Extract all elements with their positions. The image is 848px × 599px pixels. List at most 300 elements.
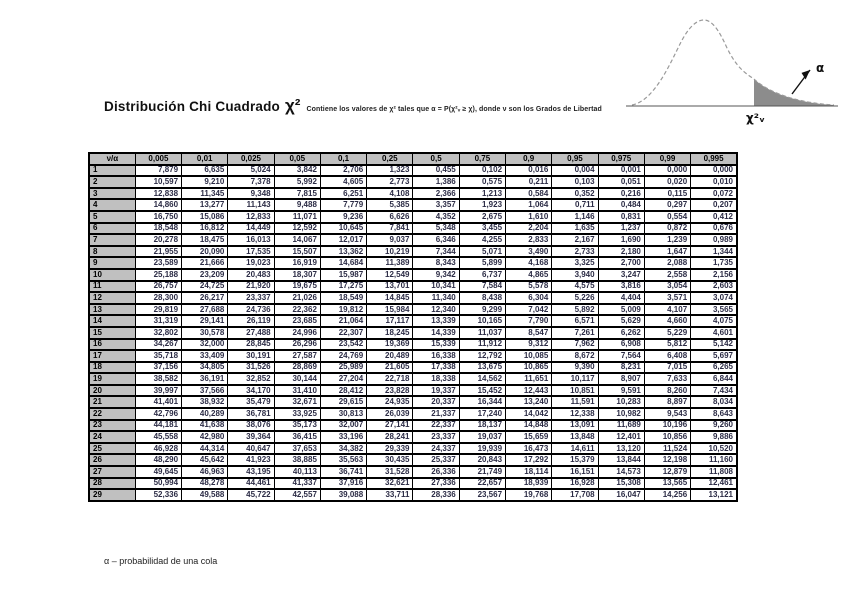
value-cell: 4,255	[459, 234, 505, 246]
value-cell: 16,013	[228, 234, 274, 246]
value-cell: 22,337	[413, 420, 459, 432]
value-cell: 12,792	[459, 350, 505, 362]
value-cell: 10,597	[135, 176, 181, 188]
value-cell: 30,813	[320, 408, 366, 420]
value-cell: 3,940	[552, 269, 598, 281]
df-row-header: 22	[89, 408, 135, 420]
value-cell: 38,582	[135, 373, 181, 385]
value-cell: 1,690	[598, 234, 644, 246]
value-cell: 2,204	[506, 223, 552, 235]
value-cell: 15,379	[552, 454, 598, 466]
value-cell: 12,443	[506, 385, 552, 397]
value-cell: 10,085	[506, 350, 552, 362]
value-cell: 0,001	[598, 165, 644, 177]
value-cell: 45,558	[135, 431, 181, 443]
value-cell: 3,054	[644, 281, 690, 293]
value-cell: 23,589	[135, 257, 181, 269]
value-cell: 24,935	[367, 396, 413, 408]
value-cell: 34,805	[182, 362, 228, 374]
value-cell: 41,337	[274, 478, 320, 490]
table-row	[89, 281, 737, 293]
value-cell: 5,899	[459, 257, 505, 269]
value-cell: 23,685	[274, 315, 320, 327]
col-header: 0,025	[228, 153, 274, 165]
value-cell: 46,928	[135, 443, 181, 455]
value-cell: 5,892	[552, 304, 598, 316]
table-row	[89, 420, 737, 432]
value-cell: 37,916	[320, 478, 366, 490]
value-cell: 9,342	[413, 269, 459, 281]
col-header: 0,25	[367, 153, 413, 165]
value-cell: 29,141	[182, 315, 228, 327]
value-cell: 4,107	[644, 304, 690, 316]
value-cell: 26,119	[228, 315, 274, 327]
value-cell: 4,168	[506, 257, 552, 269]
value-cell: 2,733	[552, 246, 598, 258]
value-cell: 17,708	[552, 489, 598, 501]
value-cell: 23,337	[413, 431, 459, 443]
value-cell: 15,452	[459, 385, 505, 397]
value-cell: 4,865	[506, 269, 552, 281]
value-cell: 7,378	[228, 176, 274, 188]
value-cell: 9,390	[552, 362, 598, 374]
value-cell: 5,024	[228, 165, 274, 177]
value-cell: 19,768	[506, 489, 552, 501]
value-cell: 32,000	[182, 339, 228, 351]
value-cell: 11,591	[552, 396, 598, 408]
value-cell: 4,660	[644, 315, 690, 327]
value-cell: 10,341	[413, 281, 459, 293]
value-cell: 3,490	[506, 246, 552, 258]
value-cell: 38,932	[182, 396, 228, 408]
df-row-header: 14	[89, 315, 135, 327]
value-cell: 26,336	[413, 466, 459, 478]
df-row-header: 10	[89, 269, 135, 281]
value-cell: 19,037	[459, 431, 505, 443]
value-cell: 23,209	[182, 269, 228, 281]
table-row	[89, 489, 737, 501]
table-row	[89, 223, 737, 235]
value-cell: 12,838	[135, 188, 181, 200]
alpha-label: α	[816, 61, 825, 75]
value-cell: 20,489	[367, 350, 413, 362]
table-row	[89, 211, 737, 223]
value-cell: 2,706	[320, 165, 366, 177]
df-row-header: 13	[89, 304, 135, 316]
chi-table-body	[89, 165, 737, 501]
df-row-header: 26	[89, 454, 135, 466]
chi-table	[88, 152, 738, 502]
value-cell: 27,587	[274, 350, 320, 362]
value-cell: 16,473	[506, 443, 552, 455]
value-cell: 7,434	[691, 385, 737, 397]
value-cell: 7,584	[459, 281, 505, 293]
value-cell: 34,170	[228, 385, 274, 397]
value-cell: 21,026	[274, 292, 320, 304]
value-cell: 1,237	[598, 223, 644, 235]
value-cell: 12,198	[644, 454, 690, 466]
value-cell: 8,547	[506, 327, 552, 339]
table-row	[89, 199, 737, 211]
value-cell: 11,389	[367, 257, 413, 269]
value-cell: 12,401	[598, 431, 644, 443]
table-row	[89, 373, 737, 385]
value-cell: 24,996	[274, 327, 320, 339]
value-cell: 27,141	[367, 420, 413, 432]
value-cell: 20,483	[228, 269, 274, 281]
value-cell: 15,308	[598, 478, 644, 490]
shaded-alpha-tail	[754, 79, 834, 106]
col-header: 0,9	[506, 153, 552, 165]
value-cell: 1,146	[552, 211, 598, 223]
value-cell: 7,261	[552, 327, 598, 339]
value-cell: 10,851	[552, 385, 598, 397]
value-cell: 8,643	[691, 408, 737, 420]
value-cell: 11,037	[459, 327, 505, 339]
header-row	[89, 153, 737, 165]
value-cell: 20,843	[459, 454, 505, 466]
value-cell: 0,554	[644, 211, 690, 223]
value-cell: 27,336	[413, 478, 459, 490]
value-cell: 13,675	[459, 362, 505, 374]
value-cell: 3,842	[274, 165, 320, 177]
value-cell: 11,345	[182, 188, 228, 200]
value-cell: 2,603	[691, 281, 737, 293]
value-cell: 10,645	[320, 223, 366, 235]
value-cell: 1,610	[506, 211, 552, 223]
df-row-header: 18	[89, 362, 135, 374]
value-cell: 32,621	[367, 478, 413, 490]
value-cell: 1,064	[506, 199, 552, 211]
value-cell: 12,833	[228, 211, 274, 223]
value-cell: 8,907	[598, 373, 644, 385]
value-cell: 25,188	[135, 269, 181, 281]
value-cell: 11,143	[228, 199, 274, 211]
value-cell: 2,833	[506, 234, 552, 246]
value-cell: 7,879	[135, 165, 181, 177]
value-cell: 11,651	[506, 373, 552, 385]
value-cell: 13,091	[552, 420, 598, 432]
value-cell: 0,711	[552, 199, 598, 211]
table-row	[89, 466, 737, 478]
value-cell: 12,338	[552, 408, 598, 420]
value-cell: 15,987	[320, 269, 366, 281]
value-cell: 23,337	[228, 292, 274, 304]
value-cell: 4,605	[320, 176, 366, 188]
value-cell: 26,039	[367, 408, 413, 420]
df-row-header: 12	[89, 292, 135, 304]
value-cell: 20,090	[182, 246, 228, 258]
value-cell: 48,290	[135, 454, 181, 466]
value-cell: 7,841	[367, 223, 413, 235]
value-cell: 11,524	[644, 443, 690, 455]
value-cell: 33,925	[274, 408, 320, 420]
value-cell: 3,074	[691, 292, 737, 304]
value-cell: 7,015	[644, 362, 690, 374]
df-row-header: 9	[89, 257, 135, 269]
value-cell: 9,312	[506, 339, 552, 351]
value-cell: 5,578	[506, 281, 552, 293]
value-cell: 35,563	[320, 454, 366, 466]
value-cell: 7,633	[644, 373, 690, 385]
value-cell: 5,348	[413, 223, 459, 235]
value-cell: 8,260	[644, 385, 690, 397]
value-cell: 2,558	[644, 269, 690, 281]
value-cell: 0,103	[552, 176, 598, 188]
value-cell: 23,828	[367, 385, 413, 397]
value-cell: 1,635	[552, 223, 598, 235]
value-cell: 7,042	[506, 304, 552, 316]
col-header: 0,995	[691, 153, 737, 165]
value-cell: 0,000	[691, 165, 737, 177]
df-row-header: 1	[89, 165, 135, 177]
value-cell: 14,562	[459, 373, 505, 385]
value-cell: 28,241	[367, 431, 413, 443]
value-cell: 13,701	[367, 281, 413, 293]
value-cell: 12,017	[320, 234, 366, 246]
table-row	[89, 339, 737, 351]
value-cell: 23,542	[320, 339, 366, 351]
table-row	[89, 188, 737, 200]
value-cell: 3,325	[552, 257, 598, 269]
value-cell: 18,939	[506, 478, 552, 490]
value-cell: 36,741	[320, 466, 366, 478]
value-cell: 2,167	[552, 234, 598, 246]
value-cell: 5,226	[552, 292, 598, 304]
value-cell: 11,912	[459, 339, 505, 351]
value-cell: 17,292	[506, 454, 552, 466]
value-cell: 30,144	[274, 373, 320, 385]
value-cell: 13,844	[598, 454, 644, 466]
chi-table-wrap	[88, 152, 738, 502]
table-row	[89, 327, 737, 339]
value-cell: 0,575	[459, 176, 505, 188]
value-cell: 28,412	[320, 385, 366, 397]
value-cell: 0,216	[598, 188, 644, 200]
value-cell: 0,872	[644, 223, 690, 235]
value-cell: 10,520	[691, 443, 737, 455]
value-cell: 42,980	[182, 431, 228, 443]
value-cell: 5,142	[691, 339, 737, 351]
value-cell: 6,737	[459, 269, 505, 281]
df-row-header: 28	[89, 478, 135, 490]
value-cell: 17,117	[367, 315, 413, 327]
value-cell: 26,217	[182, 292, 228, 304]
value-cell: 20,337	[413, 396, 459, 408]
value-cell: 32,802	[135, 327, 181, 339]
value-cell: 15,507	[274, 246, 320, 258]
value-cell: 32,007	[320, 420, 366, 432]
value-cell: 12,340	[413, 304, 459, 316]
table-row	[89, 269, 737, 281]
value-cell: 13,848	[552, 431, 598, 443]
table-row	[89, 176, 737, 188]
value-cell: 8,897	[644, 396, 690, 408]
table-row	[89, 478, 737, 490]
col-header: 0,99	[644, 153, 690, 165]
value-cell: 6,304	[506, 292, 552, 304]
value-cell: 44,181	[135, 420, 181, 432]
value-cell: 13,240	[506, 396, 552, 408]
table-row	[89, 385, 737, 397]
value-cell: 6,265	[691, 362, 737, 374]
value-cell: 11,071	[274, 211, 320, 223]
value-cell: 42,557	[274, 489, 320, 501]
value-cell: 15,339	[413, 339, 459, 351]
title-row	[104, 96, 644, 116]
value-cell: 50,994	[135, 478, 181, 490]
value-cell: 0,207	[691, 199, 737, 211]
value-cell: 7,790	[506, 315, 552, 327]
value-cell: 29,339	[367, 443, 413, 455]
value-cell: 37,156	[135, 362, 181, 374]
value-cell: 10,117	[552, 373, 598, 385]
value-cell: 9,348	[228, 188, 274, 200]
value-cell: 8,231	[598, 362, 644, 374]
value-cell: 14,860	[135, 199, 181, 211]
table-row	[89, 165, 737, 177]
table-row	[89, 443, 737, 455]
value-cell: 2,088	[644, 257, 690, 269]
value-cell: 7,564	[598, 350, 644, 362]
table-row	[89, 396, 737, 408]
value-cell: 31,528	[367, 466, 413, 478]
df-row-header: 16	[89, 339, 135, 351]
value-cell: 10,196	[644, 420, 690, 432]
distribution-curve-svg	[626, 6, 844, 134]
value-cell: 15,086	[182, 211, 228, 223]
value-cell: 19,369	[367, 339, 413, 351]
value-cell: 18,475	[182, 234, 228, 246]
density-curve	[632, 20, 834, 105]
value-cell: 5,697	[691, 350, 737, 362]
value-cell: 39,997	[135, 385, 181, 397]
value-cell: 39,364	[228, 431, 274, 443]
table-row	[89, 431, 737, 443]
value-cell: 31,410	[274, 385, 320, 397]
value-cell: 12,879	[644, 466, 690, 478]
table-row	[89, 292, 737, 304]
value-cell: 45,722	[228, 489, 274, 501]
value-cell: 10,283	[598, 396, 644, 408]
value-cell: 1,239	[644, 234, 690, 246]
value-cell: 12,549	[367, 269, 413, 281]
value-cell: 16,338	[413, 350, 459, 362]
value-cell: 9,488	[274, 199, 320, 211]
value-cell: 21,337	[413, 408, 459, 420]
value-cell: 0,211	[506, 176, 552, 188]
df-row-header: 8	[89, 246, 135, 258]
value-cell: 0,102	[459, 165, 505, 177]
table-row	[89, 257, 737, 269]
value-cell: 28,869	[274, 362, 320, 374]
value-cell: 18,338	[413, 373, 459, 385]
value-cell: 14,449	[228, 223, 274, 235]
df-row-header: 23	[89, 420, 135, 432]
value-cell: 16,047	[598, 489, 644, 501]
value-cell: 14,848	[506, 420, 552, 432]
value-cell: 8,672	[552, 350, 598, 362]
value-cell: 19,337	[413, 385, 459, 397]
table-row	[89, 246, 737, 258]
value-cell: 33,711	[367, 489, 413, 501]
value-cell: 5,812	[644, 339, 690, 351]
value-cell: 0,115	[644, 188, 690, 200]
value-cell: 9,543	[644, 408, 690, 420]
value-cell: 26,757	[135, 281, 181, 293]
value-cell: 13,277	[182, 199, 228, 211]
value-cell: 5,629	[598, 315, 644, 327]
value-cell: 9,260	[691, 420, 737, 432]
value-cell: 44,461	[228, 478, 274, 490]
value-cell: 9,037	[367, 234, 413, 246]
col-header: 0,975	[598, 153, 644, 165]
col-header: 0,95	[552, 153, 598, 165]
value-cell: 13,339	[413, 315, 459, 327]
value-cell: 1,647	[644, 246, 690, 258]
value-cell: 25,989	[320, 362, 366, 374]
table-row	[89, 234, 737, 246]
value-cell: 41,638	[182, 420, 228, 432]
value-cell: 2,366	[413, 188, 459, 200]
value-cell: 11,808	[691, 466, 737, 478]
value-cell: 1,323	[367, 165, 413, 177]
table-row	[89, 408, 737, 420]
value-cell: 0,072	[691, 188, 737, 200]
value-cell: 32,671	[274, 396, 320, 408]
value-cell: 24,337	[413, 443, 459, 455]
value-cell: 16,750	[135, 211, 181, 223]
df-row-header: 2	[89, 176, 135, 188]
value-cell: 3,455	[459, 223, 505, 235]
value-cell: 12,461	[691, 478, 737, 490]
value-cell: 28,336	[413, 489, 459, 501]
df-row-header: 19	[89, 373, 135, 385]
value-cell: 4,601	[691, 327, 737, 339]
value-cell: 0,352	[552, 188, 598, 200]
value-cell: 6,635	[182, 165, 228, 177]
value-cell: 40,113	[274, 466, 320, 478]
value-cell: 37,566	[182, 385, 228, 397]
value-cell: 0,051	[598, 176, 644, 188]
value-cell: 30,435	[367, 454, 413, 466]
value-cell: 4,404	[598, 292, 644, 304]
value-cell: 5,992	[274, 176, 320, 188]
value-cell: 7,962	[552, 339, 598, 351]
value-cell: 4,352	[413, 211, 459, 223]
footnote: α – probabilidad de una cola	[104, 556, 218, 566]
value-cell: 17,275	[320, 281, 366, 293]
value-cell: 2,773	[367, 176, 413, 188]
value-cell: 29,819	[135, 304, 181, 316]
value-cell: 30,578	[182, 327, 228, 339]
value-cell: 34,382	[320, 443, 366, 455]
table-row	[89, 304, 737, 316]
value-cell: 30,191	[228, 350, 274, 362]
value-cell: 15,984	[367, 304, 413, 316]
value-cell: 0,676	[691, 223, 737, 235]
value-cell: 40,289	[182, 408, 228, 420]
value-cell: 33,196	[320, 431, 366, 443]
value-cell: 18,549	[320, 292, 366, 304]
value-cell: 18,137	[459, 420, 505, 432]
value-cell: 3,565	[691, 304, 737, 316]
df-row-header: 24	[89, 431, 135, 443]
col-header: 0,75	[459, 153, 505, 165]
value-cell: 4,108	[367, 188, 413, 200]
table-row	[89, 315, 737, 327]
value-cell: 13,362	[320, 246, 366, 258]
